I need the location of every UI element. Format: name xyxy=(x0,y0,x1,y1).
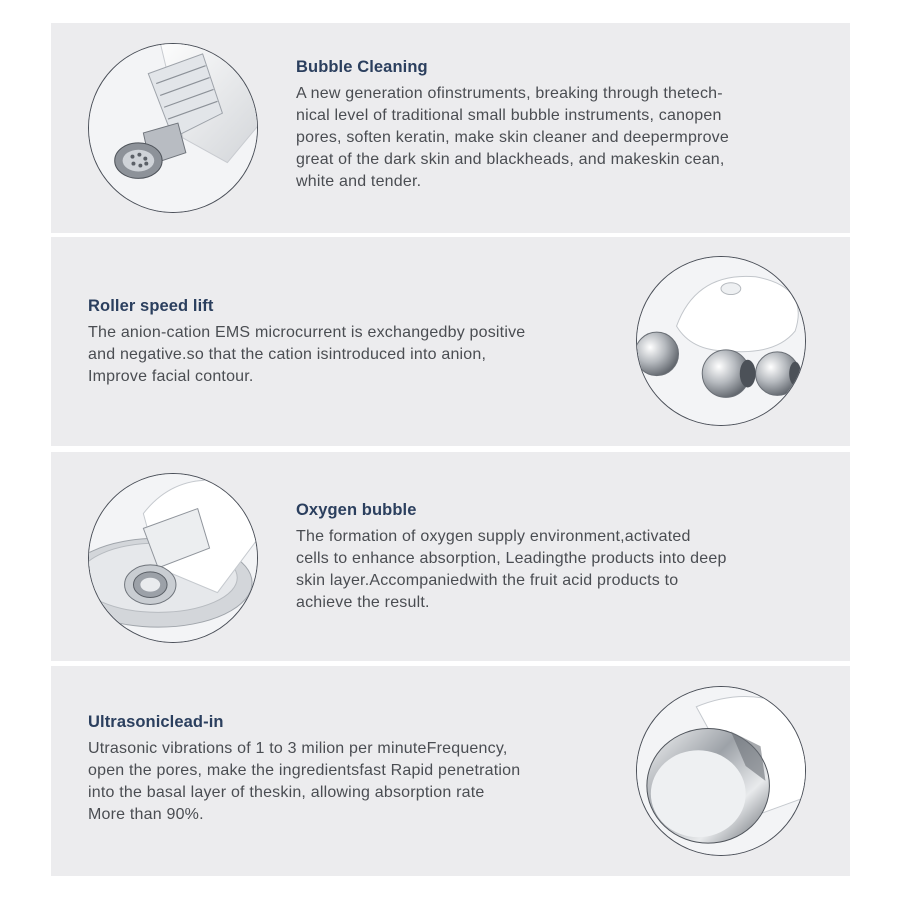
feature-title: Ultrasoniclead-in xyxy=(88,713,224,731)
bubble-cleaning-probe-image xyxy=(88,43,258,213)
description-line: great of the dark skin and blackheads, and makeskin cean, xyxy=(296,151,725,168)
feature-description xyxy=(88,322,618,388)
description-line: nical level of traditional small bubble instruments, canopen xyxy=(296,107,722,124)
description-line: The anion-cation EMS microcurrent is exchangedby positive xyxy=(88,324,526,341)
oxygen-bubble-probe-image xyxy=(88,473,258,643)
description-line: into the basal layer of theskin, allowing absorption rate xyxy=(88,784,485,801)
description-line: More than 90%. xyxy=(88,806,204,823)
description-line: Utrasonic vibrations of 1 to 3 milion per minuteFrequency, xyxy=(88,740,508,757)
description-line: white and tender. xyxy=(296,173,422,190)
feature-description xyxy=(88,738,628,826)
feature-title: Oxygen bubble xyxy=(296,501,417,519)
feature-title: Roller speed lift xyxy=(88,297,214,315)
ultrasonic-head-image xyxy=(636,686,806,856)
feature-bubble-cleaning xyxy=(296,58,836,193)
description-line: skin layer.Accompaniedwith the fruit acid products to xyxy=(296,572,679,589)
description-line: cells to enhance absorption, Leadingthe products into deep xyxy=(296,550,727,567)
description-line: The formation of oxygen supply environment,activated xyxy=(296,528,691,545)
feature-ultrasonic-lead-in xyxy=(88,713,628,826)
description-line: A new generation ofinstruments, breaking through thetech- xyxy=(296,85,723,102)
feature-roller-speed-lift xyxy=(88,297,618,388)
feature-description xyxy=(296,83,836,193)
description-line: open the pores, make the ingredientsfast Rapid penetration xyxy=(88,762,521,779)
feature-description xyxy=(296,526,836,614)
description-line: pores, soften keratin, make skin cleaner and deepermprove xyxy=(296,129,729,146)
feature-title: Bubble Cleaning xyxy=(296,58,428,76)
feature-oxygen-bubble xyxy=(296,501,836,614)
description-line: achieve the result. xyxy=(296,594,430,611)
description-line: Improve facial contour. xyxy=(88,368,254,385)
roller-lift-head-image xyxy=(636,256,806,426)
description-line: and negative.so that the cation isintroduced into anion, xyxy=(88,346,487,363)
